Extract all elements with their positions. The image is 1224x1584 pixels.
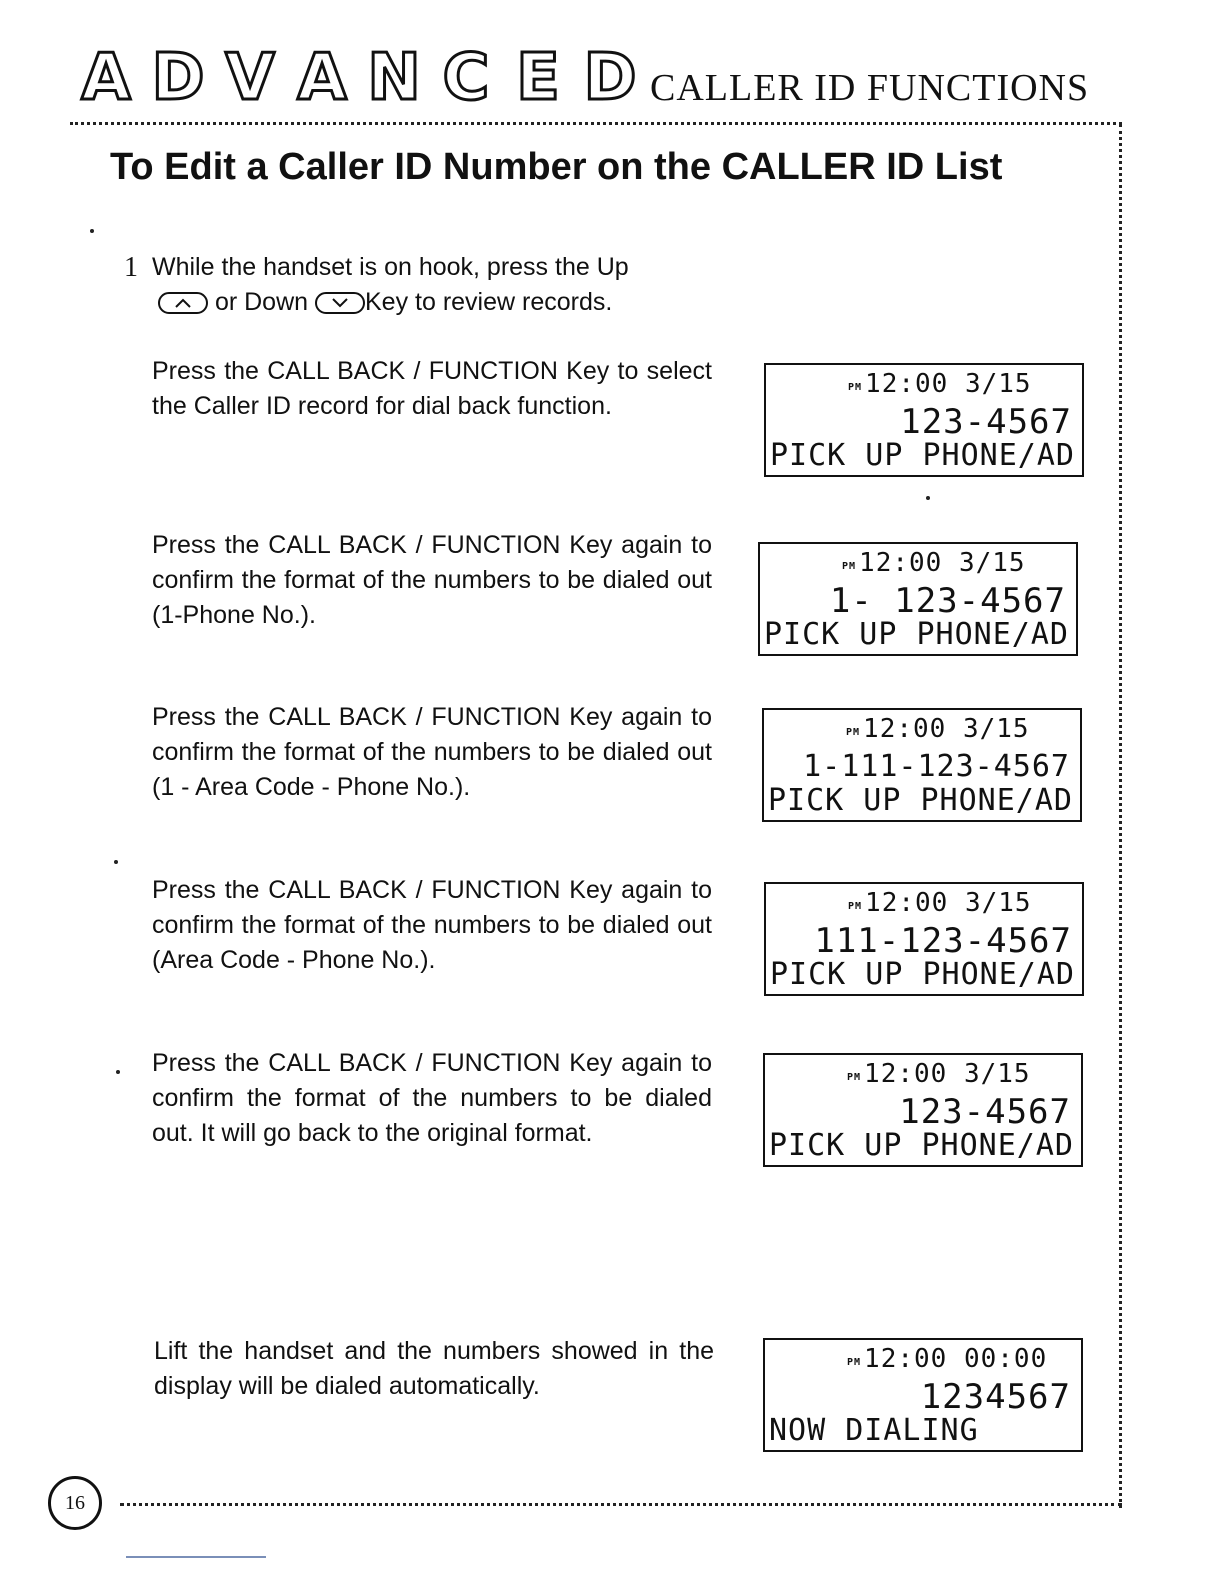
hollow-letter: D [583, 41, 637, 115]
lcd-pm-indicator: PM [846, 727, 861, 738]
lcd-number: 1234567 [920, 1377, 1071, 1417]
lcd-pm-indicator: PM [847, 1357, 862, 1368]
bottom-dotted-rule [120, 1503, 1122, 1506]
hollow-letter: N [367, 41, 421, 115]
lcd-status: NOW DIALING [769, 1413, 979, 1448]
hollow-letter: A [297, 41, 347, 115]
page-title: To Edit a Caller ID Number on the CALLER ID List [110, 146, 1003, 188]
lcd-number: 1-111-123-4567 [803, 749, 1070, 784]
lcd-number: 111-123-4567 [814, 921, 1072, 961]
scan-speck [90, 229, 94, 233]
step-1-instruction [152, 250, 712, 320]
step-text: Press the CALL BACK / FUNCTION Key again to confirm the format of the numbers to be dialed out (1-Phone No.). [152, 531, 712, 629]
scan-underline-mark [126, 1556, 266, 1558]
advanced-hollow-title [70, 41, 646, 115]
hollow-letter: D [151, 41, 205, 115]
lcd-pm-indicator: PM [848, 901, 863, 912]
lcd-pm-indicator: PM [842, 561, 857, 572]
lcd-display [763, 1053, 1083, 1167]
up-arrow-key-icon [158, 292, 208, 314]
header-dotted-rule [70, 122, 1122, 125]
lcd-status: PICK UP PHONE/AD [764, 617, 1069, 652]
lcd-time-value: 12:00 00:00 [864, 1344, 1048, 1374]
lcd-display [764, 882, 1084, 996]
step-text: Press the CALL BACK / FUNCTION Key again to confirm the format of the numbers to be dialed out (Area Code - Phone No.). [152, 876, 712, 974]
lcd-pm-indicator: PM [847, 1072, 862, 1083]
step-text: Press the CALL BACK / FUNCTION Key to select the Caller ID record for dial back function. [152, 357, 712, 420]
lcd-time [842, 548, 1026, 582]
lcd-pm-indicator: PM [848, 382, 863, 393]
lcd-number: 1- 123-4567 [829, 581, 1066, 621]
lcd-display [763, 1338, 1083, 1452]
step-number: 1 [124, 252, 138, 283]
step-1-key-review: Key to review records. [365, 288, 613, 316]
lcd-display [758, 542, 1078, 656]
lcd-number: 123-4567 [900, 402, 1072, 442]
section-subtitle: CALLER ID FUNCTIONS [650, 67, 1090, 109]
scan-speck [114, 860, 118, 864]
hollow-letter: C [442, 41, 490, 115]
step-1-or-down: or Down [214, 288, 309, 316]
lcd-time-value: 12:00 3/15 [863, 714, 1030, 744]
step-1-line-2 [158, 285, 712, 320]
lcd-status: PICK UP PHONE/AD [770, 438, 1075, 473]
step-text: Lift the handset and the numbers showed in the display will be dialed automatically. [154, 1337, 714, 1400]
page-header [70, 41, 1130, 116]
lcd-display [762, 708, 1082, 822]
lcd-time [848, 369, 1032, 403]
lcd-status: PICK UP PHONE/AD [770, 957, 1075, 992]
hollow-letter: A [81, 41, 131, 115]
right-dotted-rule [1119, 124, 1122, 1508]
lcd-time-value: 12:00 3/15 [864, 1059, 1031, 1089]
lcd-time-value: 12:00 3/15 [859, 548, 1026, 578]
page-number-badge [48, 1476, 102, 1530]
lcd-time-value: 12:00 3/15 [865, 369, 1032, 399]
scan-speck [926, 496, 930, 500]
scan-speck [116, 1070, 120, 1074]
lcd-time-value: 12:00 3/15 [865, 888, 1032, 918]
page-number: 16 [65, 1492, 85, 1514]
step-text: Press the CALL BACK / FUNCTION Key again to confirm the format of the numbers to be dialed out (1 - Area Code - Phone No.). [152, 703, 712, 801]
lcd-status: PICK UP PHONE/AD [768, 783, 1073, 818]
lcd-status: PICK UP PHONE/AD [769, 1128, 1074, 1163]
lcd-time [847, 1059, 1031, 1093]
lcd-time [846, 714, 1030, 748]
down-arrow-key-icon [315, 292, 365, 314]
hollow-letter: E [516, 41, 560, 115]
step-1-line-1: While the handset is on hook, press the Up [152, 253, 629, 281]
hollow-letter: V [225, 41, 275, 115]
lcd-number: 123-4567 [899, 1092, 1071, 1132]
step-text: Press the CALL BACK / FUNCTION Key again to confirm the format of the numbers to be dialed out. It will go back to the original format. [152, 1049, 712, 1147]
lcd-time [848, 888, 1032, 922]
lcd-display [764, 363, 1084, 477]
lcd-time [847, 1344, 1047, 1378]
